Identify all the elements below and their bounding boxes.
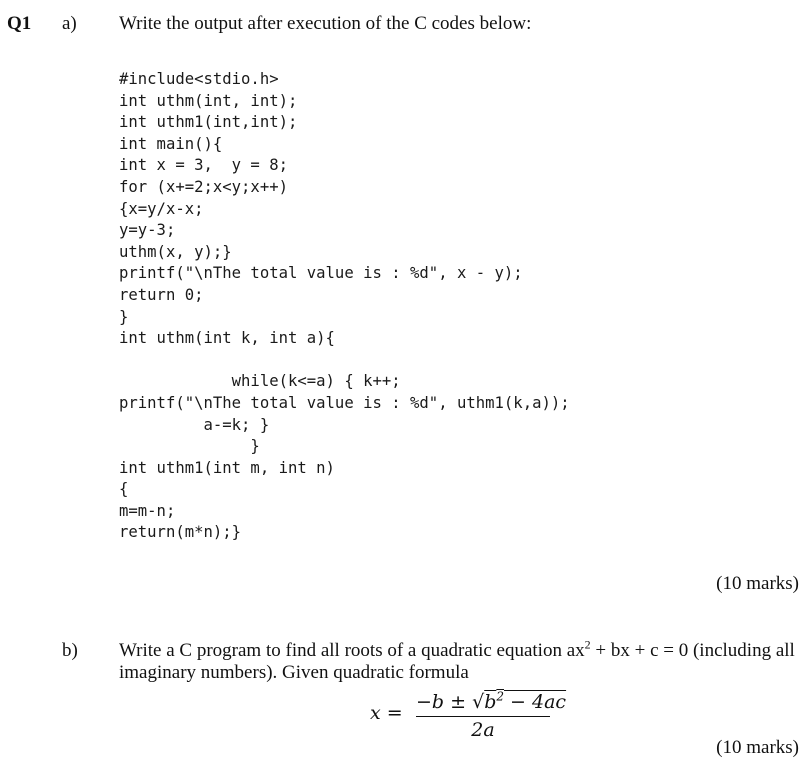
numerator-prefix: −b ± √ <box>416 691 485 713</box>
radicand-base: b <box>484 691 497 713</box>
code-line: printf("\nThe total value is : %d", x - y); <box>119 264 523 283</box>
fraction-bar <box>416 716 550 717</box>
formula-fraction <box>416 689 567 741</box>
code-line: printf("\nThe total value is : %d", uthm1(k,a)); <box>119 393 570 412</box>
code-line: } <box>119 307 129 326</box>
code-line: int main(){ <box>119 134 223 153</box>
prompt-text-start: Write a C program to find all roots of a quadratic equation ax <box>119 640 585 661</box>
code-line: } <box>119 437 260 456</box>
formula-numerator <box>416 689 567 715</box>
code-line: for (x+=2;x<y;x++) <box>119 177 288 196</box>
code-line: int x = 3, y = 8; <box>119 156 288 175</box>
code-listing <box>119 69 570 544</box>
code-line: a-=k; } <box>119 415 270 434</box>
code-line: {x=y/x-x; <box>119 199 204 218</box>
part-b-prompt <box>119 637 803 684</box>
code-line: uthm(x, y);} <box>119 242 232 261</box>
code-line: int uthm(int k, int a){ <box>119 329 335 348</box>
code-line: return 0; <box>119 285 204 304</box>
part-a-label: a) <box>62 13 77 34</box>
code-line: while(k<=a) { k++; <box>119 372 401 391</box>
code-line: #include<stdio.h> <box>119 70 279 88</box>
code-line: m=m-n; <box>119 501 176 520</box>
code-line: { <box>119 480 129 499</box>
code-line: y=y-3; <box>119 221 176 240</box>
radicand-rest: − 4ac <box>504 691 567 713</box>
question-number: Q1 <box>7 13 32 34</box>
code-line: int uthm1(int,int); <box>119 113 298 132</box>
part-a-prompt: Write the output after execution of the C codes below: <box>119 13 532 34</box>
part-a-marks: (10 marks) <box>716 573 799 594</box>
radicand <box>484 691 566 713</box>
prompt-exponent: 2 <box>584 637 591 652</box>
part-b-label: b) <box>62 640 78 661</box>
code-line: return(m*n);} <box>119 523 242 542</box>
formula-denominator: 2a <box>471 719 495 741</box>
radicand-exponent: 2 <box>496 689 505 704</box>
prompt-text-end: + bx + c = 0 (including all imaginary numbers). Given quadratic formula <box>119 640 795 683</box>
code-line: int uthm1(int m, int n) <box>119 458 335 477</box>
formula-lhs: x = <box>370 702 403 724</box>
code-line: int uthm(int, int); <box>119 91 298 110</box>
part-b-marks: (10 marks) <box>716 737 799 758</box>
code-line <box>119 350 570 372</box>
